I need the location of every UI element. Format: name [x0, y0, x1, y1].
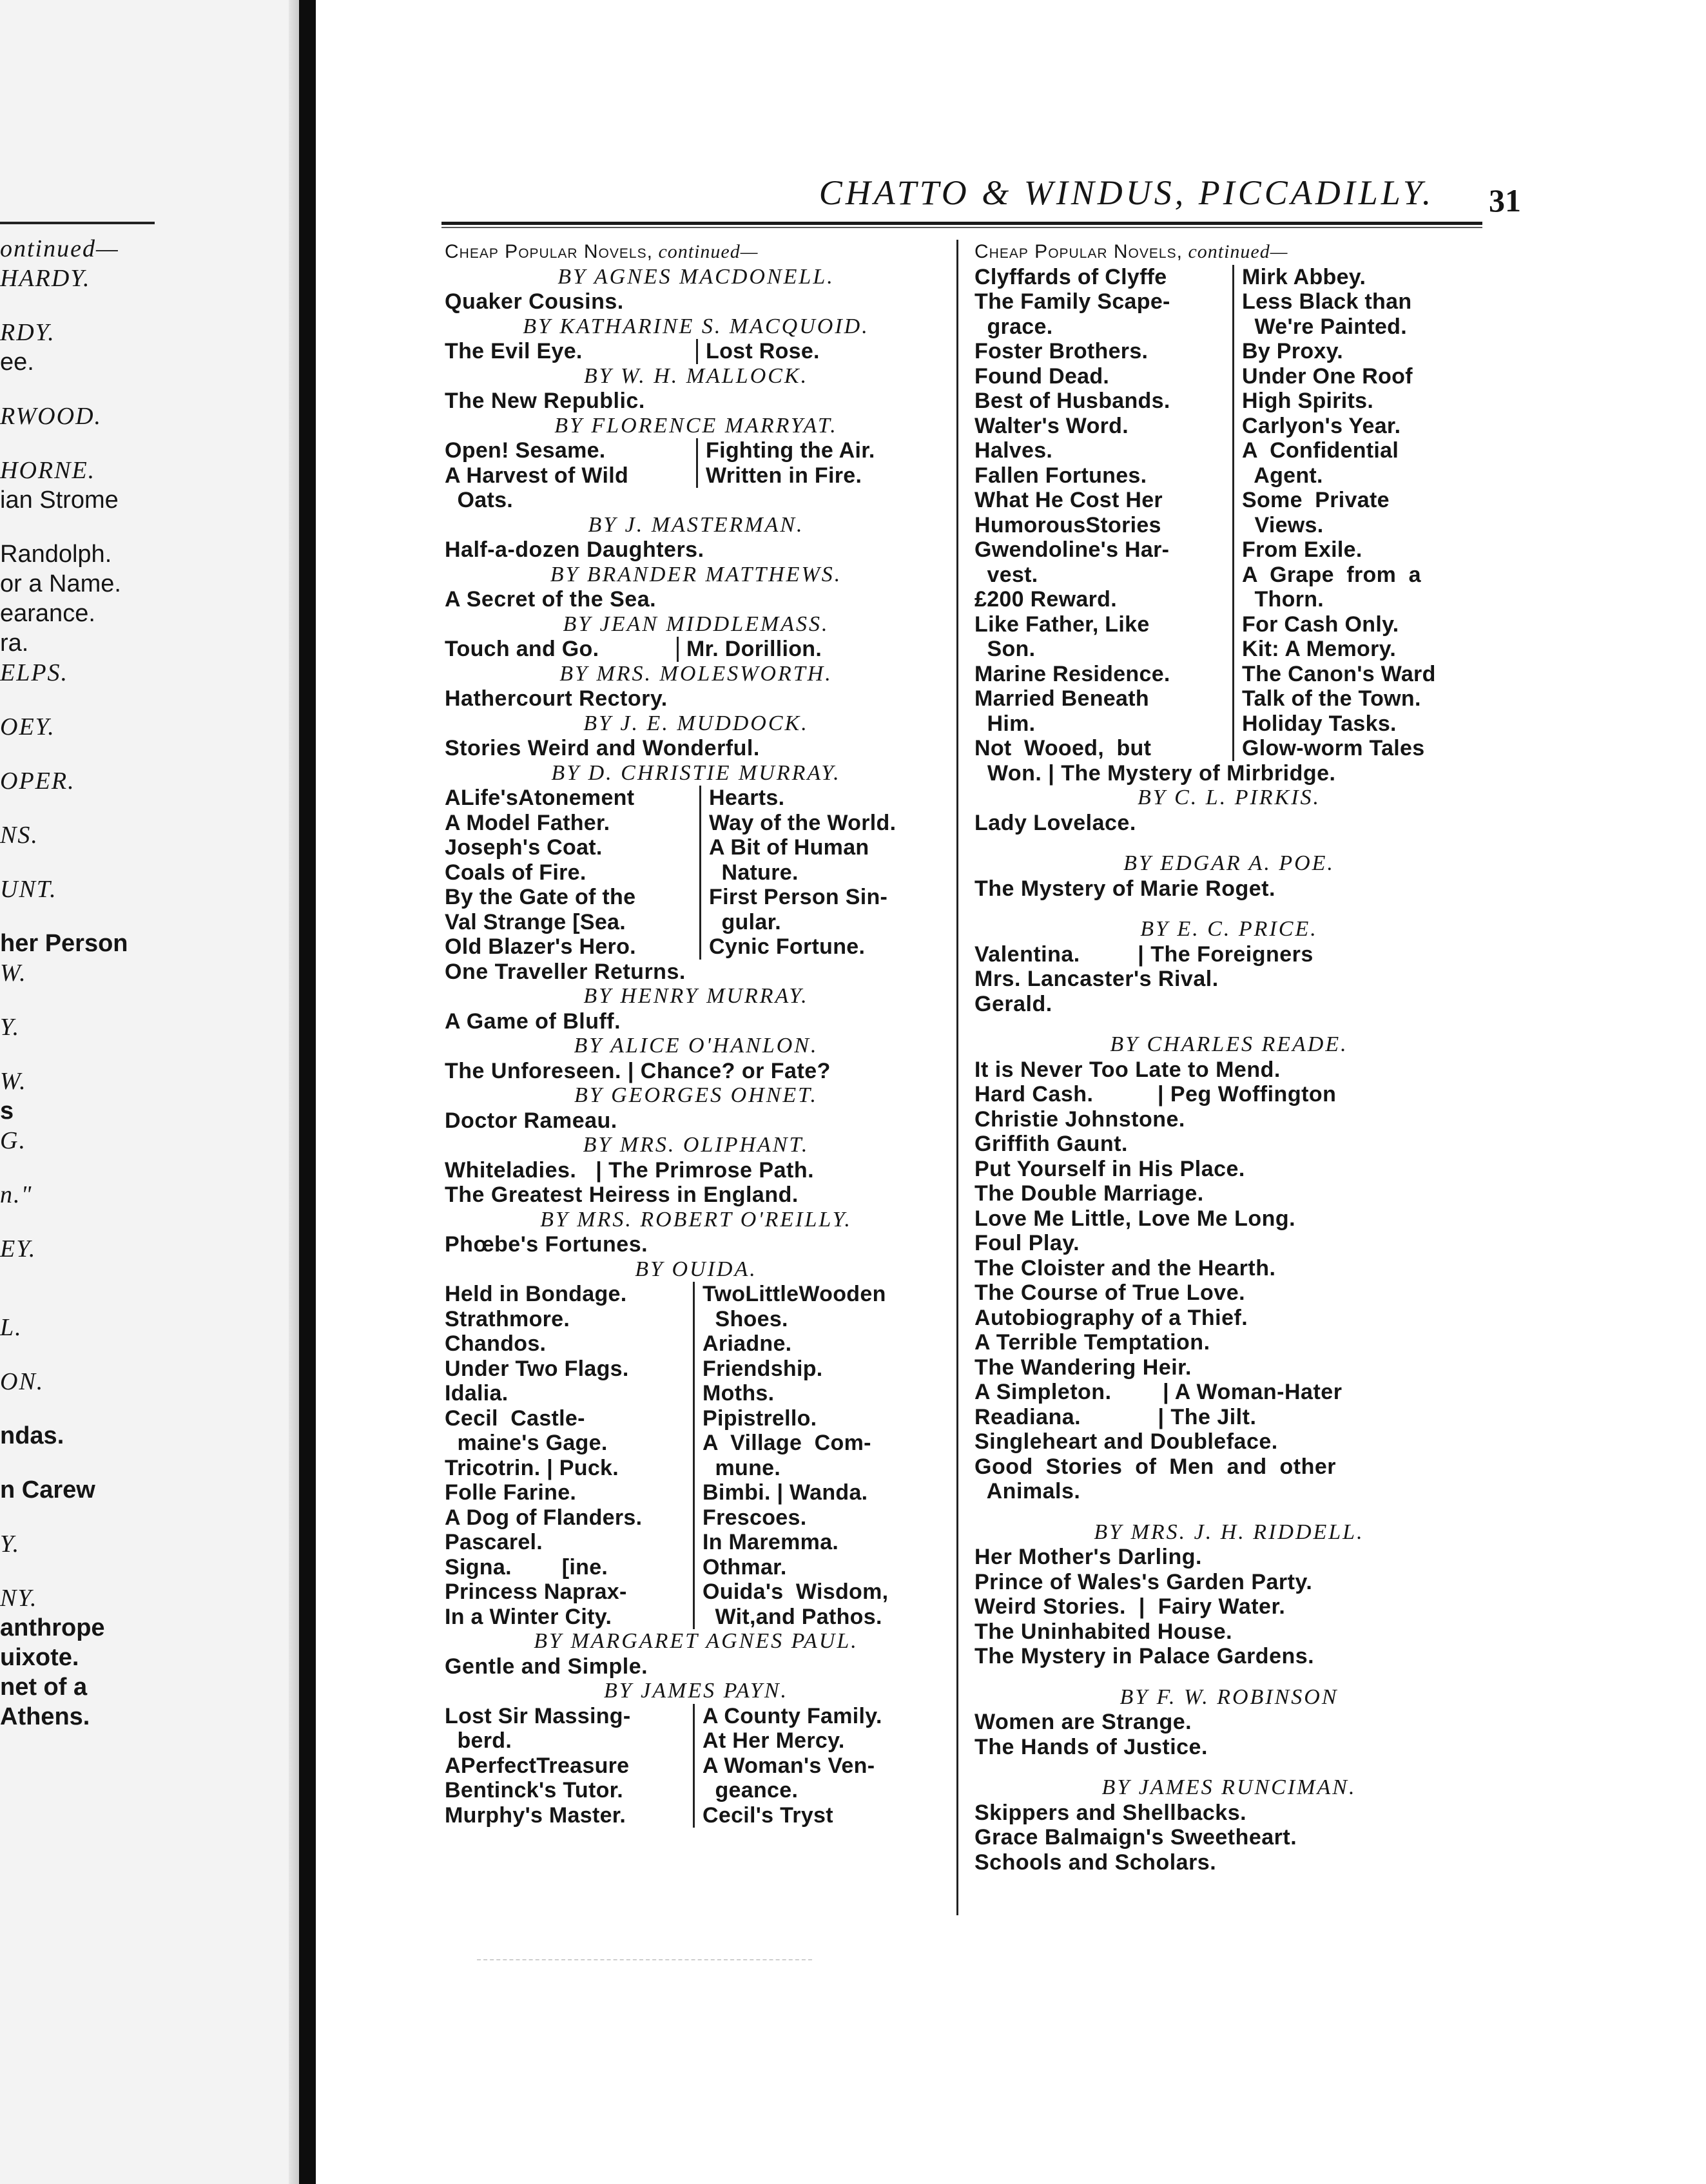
author-heading: BY ALICE O'HANLON. [574, 1034, 819, 1058]
book-title-line: Griffith Gaunt. [974, 1132, 1128, 1156]
facing-page-line: G. [0, 1127, 26, 1154]
title-pair-row [445, 1580, 947, 1605]
book-title: A County Family. [693, 1704, 882, 1729]
book-title: TwoLittleWooden [693, 1282, 886, 1307]
title-pair-row [445, 1307, 947, 1332]
author-heading: BY MRS. ROBERT O'REILLY. [540, 1207, 852, 1232]
author-heading: BY HENRY MURRAY. [583, 984, 809, 1008]
facing-page-line: NY. [0, 1585, 38, 1612]
title-pair-row [974, 339, 1484, 364]
facing-page-line: ontinued— [0, 235, 119, 262]
book-title: Lost Rose. [696, 339, 820, 364]
book-title: We're Painted. [1232, 314, 1407, 340]
book-title-line: Stories Weird and Wonderful. [445, 736, 760, 760]
author-heading: BY EDGAR A. POE. [1123, 851, 1335, 875]
author-heading: BY JAMES PAYN. [604, 1679, 788, 1703]
book-title-line: A Game of Bluff. [445, 1009, 621, 1034]
book-title-line: The Cloister and the Hearth. [974, 1255, 1276, 1280]
book-title: Views. [1232, 513, 1324, 538]
book-title: A Harvest of Wild [445, 463, 629, 488]
section-heading-label: Cheap Popular Novels, [445, 241, 653, 262]
book-title-line: Grace Balmaign's Sweetheart. [974, 1825, 1297, 1850]
book-page [316, 0, 1706, 2184]
book-title: Bentinck's Tutor. [445, 1778, 624, 1802]
title-pair-row [445, 1505, 947, 1531]
facing-page-line: L. [0, 1314, 23, 1341]
book-title: grace. [974, 314, 1053, 339]
author-heading: BY OUIDA. [635, 1257, 757, 1281]
book-title-line: The Greatest Heiress in England. [445, 1183, 799, 1207]
book-title: mune. [693, 1456, 780, 1481]
book-title-line: Singleheart and Doubleface. [974, 1429, 1278, 1454]
book-title: Touch and Go. [445, 637, 599, 661]
book-title: Not Wooed, but [974, 736, 1152, 760]
author-heading: BY J. E. MUDDOCK. [583, 711, 809, 735]
title-pair-row [974, 488, 1484, 513]
book-title-line: Women are Strange. [974, 1710, 1192, 1734]
book-title: Wit,and Pathos. [693, 1605, 882, 1630]
section-heading [974, 240, 1484, 265]
facing-page-line: ELPS. [0, 659, 69, 686]
book-title: Less Black than [1232, 289, 1411, 314]
book-title: Mr. Dorillion. [677, 637, 822, 662]
facing-page-line: s [0, 1097, 14, 1125]
book-title: In a Winter City. [445, 1604, 612, 1629]
book-title: A Village Com- [693, 1431, 871, 1456]
book-title: Coals of Fire. [445, 860, 586, 885]
book-spine [299, 0, 316, 2184]
book-title-line: Skippers and Shellbacks. [974, 1800, 1247, 1825]
book-title: Mirk Abbey. [1232, 265, 1366, 290]
facing-page-line: Y. [0, 1531, 21, 1558]
book-title-line: Her Mother's Darling. [974, 1545, 1202, 1569]
book-title: HumorousStories [974, 512, 1161, 537]
book-title-line: Animals. [974, 1479, 1081, 1503]
book-title-line: Mrs. Lancaster's Rival. [974, 967, 1219, 991]
title-pair-row [974, 587, 1484, 612]
book-title-line: The Mystery of Marie Roget. [974, 876, 1275, 901]
book-title: Princess Naprax- [445, 1580, 627, 1604]
book-title-line: Whiteladies. | The Primrose Path. [445, 1157, 815, 1183]
facing-page-line: her Person [0, 930, 128, 957]
title-pair-row [445, 1406, 947, 1431]
section-heading-label: Cheap Popular Novels, [974, 241, 1183, 262]
author-heading: BY J. MASTERMAN. [588, 512, 804, 537]
author-heading: BY GEORGES OHNET. [574, 1083, 819, 1107]
facing-page-line: ndas. [0, 1422, 64, 1449]
book-title-line: Good Stories of Men and other [974, 1454, 1337, 1479]
book-title: Best of Husbands. [974, 389, 1170, 413]
book-title-line: Phœbe's Fortunes. [445, 1232, 648, 1257]
facing-page-line: uixote. [0, 1644, 79, 1671]
title-pair-row [445, 1357, 947, 1382]
book-title: Clyffards of Clyffe [974, 264, 1167, 289]
title-pair-row [974, 662, 1484, 687]
facing-page-fragment [0, 0, 303, 2184]
book-title: £200 Reward. [974, 587, 1117, 612]
print-smudge [477, 1959, 812, 1960]
author-heading: BY AGNES MACDONELL. [557, 264, 835, 289]
facing-page-line: n." [0, 1181, 33, 1208]
facing-page-line: OEY. [0, 713, 55, 740]
title-pair-row [974, 463, 1484, 488]
title-pair-row [445, 885, 947, 910]
title-pair-row [445, 1456, 947, 1481]
left-column [445, 240, 947, 1828]
book-title: By Proxy. [1232, 339, 1343, 364]
book-title: High Spirits. [1232, 389, 1373, 414]
title-pair-row [974, 314, 1484, 340]
author-heading: BY C. L. PIRKIS. [1137, 786, 1321, 809]
title-pair-row [974, 289, 1484, 314]
author-heading: BY CHARLES READE. [1110, 1032, 1348, 1056]
book-title: A Dog of Flanders. [445, 1505, 643, 1530]
book-title: Held in Bondage. [445, 1282, 627, 1306]
title-pair-row [445, 1431, 947, 1456]
book-title: Idalia. [445, 1381, 509, 1406]
book-title-line: The Hands of Justice. [974, 1734, 1208, 1759]
book-title-line: Valentina. | The Foreigners [974, 942, 1313, 967]
book-title: Way of the World. [699, 811, 896, 836]
book-title: Shoes. [693, 1307, 788, 1332]
book-title-line: Lady Lovelace. [974, 810, 1136, 835]
column-divider [956, 240, 958, 1915]
author-heading: BY JAMES RUNCIMAN. [1101, 1775, 1357, 1799]
book-title: Bimbi. | Wanda. [693, 1480, 868, 1505]
title-pair-row [974, 736, 1484, 761]
title-pair-row [974, 265, 1484, 290]
book-title: Tricotrin. | Puck. [445, 1455, 619, 1480]
title-pair-row [445, 1754, 947, 1779]
spacer [974, 1759, 1484, 1775]
book-title: Under Two Flags. [445, 1356, 629, 1381]
spacer [974, 1504, 1484, 1520]
spacer [974, 1669, 1484, 1685]
title-pair-row [445, 860, 947, 885]
book-title: Holiday Tasks. [1232, 711, 1397, 737]
title-pair-row [974, 438, 1484, 463]
book-title: Friendship. [693, 1357, 823, 1382]
author-heading: BY MRS. OLIPHANT. [583, 1133, 809, 1157]
spacer [974, 835, 1484, 851]
title-pair-row [445, 1555, 947, 1580]
book-title: Cecil Castle- [445, 1406, 585, 1431]
book-title-line: Schools and Scholars. [974, 1850, 1217, 1875]
author-heading: BY MRS. J. H. RIDDELL. [1094, 1520, 1364, 1544]
book-title: Moths. [693, 1381, 774, 1406]
title-pair-row [445, 1282, 947, 1307]
book-title: Kit: A Memory. [1232, 637, 1396, 662]
book-title: Cynic Fortune. [699, 934, 865, 960]
book-title: A Confidential [1232, 438, 1399, 463]
book-title: Carlyon's Year. [1232, 414, 1401, 439]
facing-page-line: Athens. [0, 1703, 90, 1730]
book-title-line: Gentle and Simple. [445, 1654, 648, 1679]
book-title-line: Half-a-dozen Daughters. [445, 537, 704, 562]
facing-page-line: W. [0, 1068, 27, 1095]
book-title: Married Beneath [974, 686, 1149, 711]
book-title-line: A Secret of the Sea. [445, 587, 657, 612]
book-title: Under One Roof [1232, 364, 1413, 389]
book-title: Walter's Word. [974, 413, 1129, 438]
book-title: Fallen Fortunes. [974, 463, 1147, 488]
book-title: vest. [974, 562, 1038, 587]
book-title: Pipistrello. [693, 1406, 817, 1431]
author-heading: BY F. W. ROBINSON [1120, 1685, 1339, 1709]
book-title: Ariadne. [693, 1331, 791, 1357]
book-title: For Cash Only. [1232, 612, 1399, 637]
book-title: Lost Sir Massing- [445, 1703, 631, 1728]
book-title: A Grape from a [1232, 563, 1421, 588]
author-heading: BY MRS. MOLESWORTH. [559, 661, 833, 686]
title-pair-row [974, 389, 1484, 414]
book-title: First Person Sin- [699, 885, 887, 910]
title-pair-row [974, 637, 1484, 662]
title-pair-row [974, 364, 1484, 389]
title-pair-row [445, 1778, 947, 1803]
title-pair-row [974, 537, 1484, 563]
book-title: The Evil Eye. [445, 339, 583, 363]
book-title: ALife'sAtonement [445, 786, 635, 810]
author-heading: BY JEAN MIDDLEMASS. [563, 612, 829, 636]
title-pair-row [445, 1803, 947, 1828]
facing-page-line: W. [0, 960, 27, 987]
book-title: Thorn. [1232, 587, 1324, 612]
title-pair-row [445, 1331, 947, 1357]
book-title: Some Private [1232, 488, 1390, 513]
title-pair-row [445, 1480, 947, 1505]
book-title: A Bit of Human [699, 835, 869, 860]
book-title-line: Prince of Wales's Garden Party. [974, 1569, 1313, 1594]
book-title: Written in Fire. [696, 463, 862, 488]
spacer [974, 1016, 1484, 1032]
title-pair-row [445, 438, 947, 463]
book-title: Like Father, Like [974, 612, 1150, 637]
book-title-line: One Traveller Returns. [445, 959, 686, 984]
facing-page-line: EY. [0, 1235, 37, 1262]
book-title-line: The Course of True Love. [974, 1280, 1246, 1305]
book-title-line: Readiana. | The Jilt. [974, 1404, 1257, 1429]
book-title-line: Won. | The Mystery of Mirbridge. [974, 760, 1336, 786]
book-title-line: A Terrible Temptation. [974, 1330, 1210, 1355]
book-title-line: The Unforeseen. | Chance? or Fate? [445, 1058, 831, 1083]
title-pair-row [445, 488, 947, 513]
book-title: gular. [699, 910, 781, 935]
book-title: Open! Sesame. [445, 438, 606, 463]
facing-page-line: NS. [0, 822, 39, 849]
facing-page-line: or a Name. [0, 570, 121, 597]
book-title: maine's Gage. [445, 1431, 608, 1455]
facing-page-line: OPER. [0, 768, 75, 795]
book-title-line: Love Me Little, Love Me Long. [974, 1206, 1296, 1231]
book-title: Foster Brothers. [974, 339, 1149, 363]
title-pair-row [974, 612, 1484, 637]
book-title-line: Foul Play. [974, 1231, 1080, 1255]
title-pair-row [445, 934, 947, 960]
title-pair-row [445, 463, 947, 488]
facing-page-line: Randolph. [0, 541, 112, 568]
facing-page-line: Y. [0, 1014, 21, 1041]
title-pair-row [445, 835, 947, 860]
book-title: Pascarel. [445, 1530, 543, 1554]
book-title-line: The Wandering Heir. [974, 1355, 1192, 1380]
continued-label: continued— [652, 241, 759, 262]
book-title-line: Weird Stories. | Fairy Water. [974, 1594, 1286, 1619]
facing-page-line: earance. [0, 600, 95, 627]
book-title: Son. [974, 637, 1036, 661]
book-title: berd. [445, 1728, 512, 1753]
book-title [696, 488, 706, 513]
book-title: From Exile. [1232, 537, 1362, 563]
book-title: Agent. [1232, 463, 1323, 488]
title-pair-row [445, 339, 947, 364]
facing-page-line: ON. [0, 1368, 44, 1395]
title-pair-row [445, 1530, 947, 1555]
header-rule [441, 222, 1482, 225]
right-column [974, 240, 1484, 1875]
book-title: Halves. [974, 438, 1053, 463]
book-title: Fighting the Air. [696, 438, 875, 463]
book-title: geance. [693, 1778, 798, 1803]
author-heading: BY KATHARINE S. MACQUOID. [523, 314, 869, 338]
book-title: Strathmore. [445, 1306, 570, 1331]
book-title-line: Hard Cash. | Peg Woffington [974, 1082, 1337, 1106]
facing-page-line: n Carew [0, 1476, 95, 1503]
book-title: Othmar. [693, 1555, 787, 1580]
title-pair-row [974, 513, 1484, 538]
book-title: Nature. [699, 860, 799, 885]
book-title-line: The New Republic. [445, 389, 645, 413]
book-title-line: Quaker Cousins. [445, 289, 624, 314]
facing-page-line: net of a [0, 1674, 88, 1701]
book-title-line: Doctor Rameau. [445, 1108, 617, 1133]
book-title: Chandos. [445, 1331, 547, 1356]
title-pair-row [974, 686, 1484, 711]
facing-page-line: ian Strome [0, 487, 119, 514]
author-heading: BY BRANDER MATTHEWS. [550, 562, 842, 586]
book-title-line: Gerald. [974, 991, 1052, 1016]
title-pair-row [445, 637, 947, 662]
facing-page-line: HARDY. [0, 265, 91, 292]
title-pair-row [445, 1704, 947, 1729]
title-pair-row [445, 1381, 947, 1406]
book-title: Old Blazer's Hero. [445, 934, 636, 959]
book-title: In Maremma. [693, 1530, 838, 1555]
title-pair-row [445, 1605, 947, 1630]
book-title: Oats. [445, 488, 514, 512]
facing-page-line: HORNE. [0, 457, 96, 484]
book-title: A Woman's Ven- [693, 1754, 875, 1779]
facing-page-line: ee. [0, 349, 34, 376]
book-title: By the Gate of the [445, 885, 636, 909]
facing-page-line: UNT. [0, 876, 57, 903]
section-heading [445, 240, 947, 265]
author-heading: BY W. H. MALLOCK. [583, 363, 809, 388]
facing-page-line: anthrope [0, 1614, 105, 1641]
running-head: CHATTO & WINDUS, PICCADILLY. [819, 173, 1435, 212]
book-title-line: A Simpleton. | A Woman-Hater [974, 1380, 1343, 1404]
book-title: Him. [974, 711, 1036, 736]
author-heading: BY MARGARET AGNES PAUL. [534, 1629, 858, 1653]
book-title: Found Dead. [974, 363, 1110, 389]
title-pair-row [445, 786, 947, 811]
facing-page-line: ra. [0, 630, 29, 657]
book-title-line: Put Yourself in His Place. [974, 1156, 1245, 1181]
book-title: Ouida's Wisdom, [693, 1580, 888, 1605]
header-rule-thin [441, 227, 1482, 228]
facing-page-rule [0, 222, 155, 224]
book-title-line: Christie Johnstone. [974, 1106, 1185, 1132]
title-pair-row [974, 414, 1484, 439]
book-title: Joseph's Coat. [445, 835, 603, 860]
book-title: The Family Scape- [974, 289, 1170, 314]
book-title: Hearts. [699, 786, 784, 811]
book-title: Signa. [ine. [445, 1554, 608, 1580]
author-heading: BY D. CHRISTIE MURRAY. [551, 760, 841, 785]
book-title: Talk of the Town. [1232, 686, 1421, 711]
title-pair-row [445, 910, 947, 935]
book-title-line: The Uninhabited House. [974, 1619, 1233, 1644]
title-pair-row [445, 811, 947, 836]
book-title-line: It is Never Too Late to Mend. [974, 1057, 1281, 1082]
book-title: Murphy's Master. [445, 1802, 626, 1828]
title-pair-row [445, 1728, 947, 1754]
book-title: Cecil's Tryst [693, 1803, 833, 1828]
book-title: Glow-worm Tales [1232, 736, 1424, 761]
book-title: Marine Residence. [974, 661, 1170, 686]
title-pair-row [974, 711, 1484, 737]
book-title: What He Cost Her [974, 488, 1163, 512]
book-title-line: The Mystery in Palace Gardens. [974, 1644, 1315, 1668]
spacer [974, 901, 1484, 917]
page-number: 31 [1489, 182, 1521, 218]
book-title: Val Strange [Sea. [445, 909, 626, 934]
book-title-line: The Double Marriage. [974, 1181, 1204, 1206]
continued-label: continued— [1182, 241, 1288, 262]
facing-page-line: RWOOD. [0, 403, 102, 430]
book-title: Gwendoline's Har- [974, 537, 1170, 562]
book-title-line: Hathercourt Rectory. [445, 686, 668, 711]
facing-page-line: RDY. [0, 319, 55, 346]
book-title: The Canon's Ward [1232, 662, 1436, 687]
book-title-line: Autobiography of a Thief. [974, 1305, 1248, 1330]
author-heading: BY E. C. PRICE. [1140, 917, 1318, 941]
book-title: At Her Mercy. [693, 1728, 845, 1754]
author-heading: BY FLORENCE MARRYAT. [554, 413, 838, 438]
book-title: Frescoes. [693, 1505, 806, 1531]
book-title: APerfectTreasure [445, 1753, 630, 1778]
book-title: Folle Farine. [445, 1480, 577, 1505]
title-pair-row [974, 563, 1484, 588]
book-title: A Model Father. [445, 810, 610, 835]
